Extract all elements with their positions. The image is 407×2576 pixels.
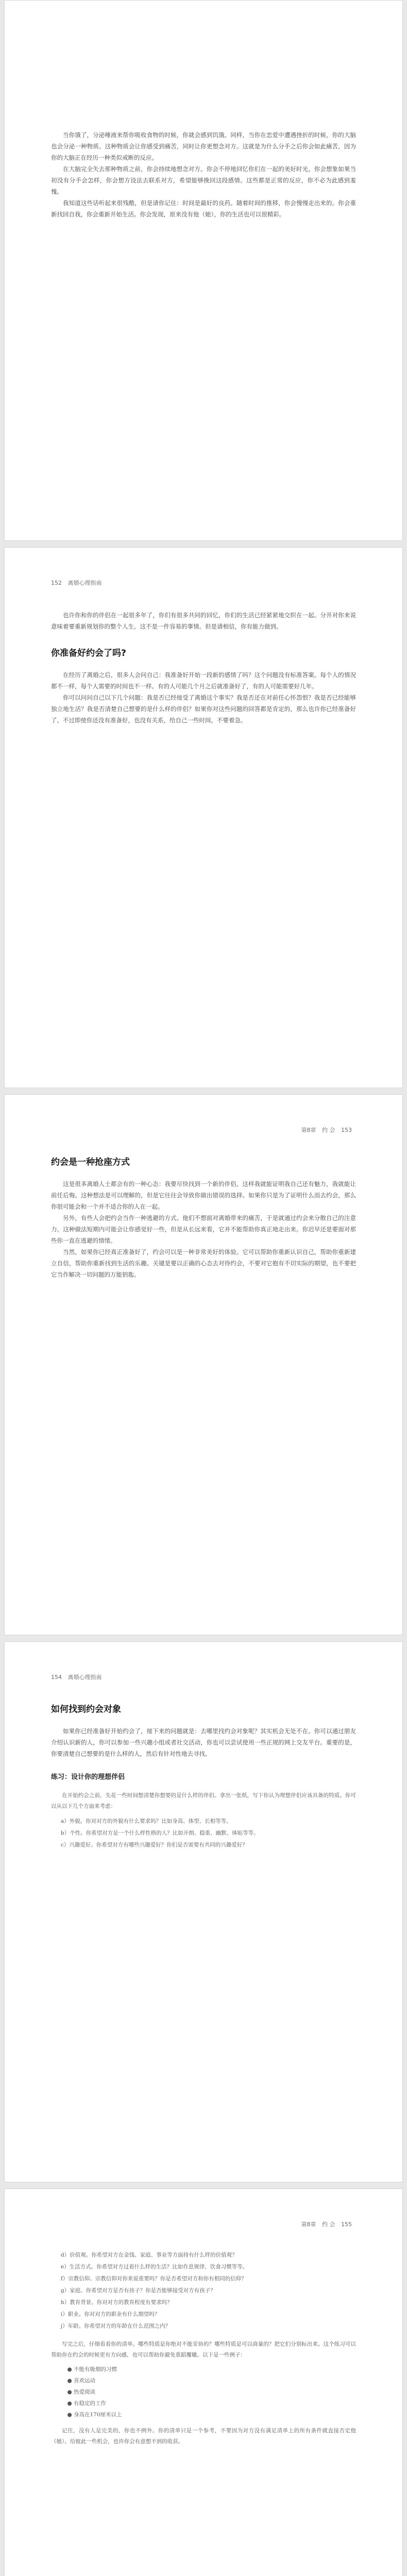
header-page-number: 152 <box>51 580 62 586</box>
header-chapter: 第8章 <box>301 2221 316 2228</box>
header-section: 约 会 <box>322 2221 335 2228</box>
bullet-item: ● 有稳定的工作 <box>67 2400 106 2406</box>
bullet-item: ● 热爱阅读 <box>67 2389 95 2395</box>
exercise-item: c）兴趣爱好。你希望对方有哪些兴趣爱好？你们是否需要有共同的兴趣爱好？ <box>60 1842 248 1848</box>
paragraph: 如果你已经准备好开始约会了，接下来的问题就是：去哪里找约会对象呢？其实机会无处不在。你可以通过朋友介绍认识新的人，你可以参加一些兴趣小组或者社交活动，你也可以尝试使用一些正规的网上交友平台。重要的是，你要清楚自己想要的是什么样的人，然后有针对性地去寻找。 <box>51 1727 356 1757</box>
exercise-heading: 练习：设计你的理想伴侣 <box>51 1773 125 1781</box>
section-heading: 如何找到约会对象 <box>51 1704 121 1715</box>
paragraph: 当然，如果你已经真正准备好了，约会可以是一种非常美好的体验。它可以帮助你重新认识自己，帮助你重新建立自信，帮助你重新找到生活的乐趣。关键是要以正确的心态去对待约会，不要对它抱有不切实际的期望，也不要把它当作解决一切问题的万能钥匙。 <box>51 1248 356 1278</box>
paragraph: 当你饿了，分泌唾液来帮你吸收食物的时候，你就会感到饥饿。同样，当你在恋爱中遭遇挫折的时候，你的大脑也会分泌一种物质。这种物质会让你感受到痛苦，同时让你更想念对方。这就是为什么分手之后你会如此痛苦，因为你的大脑正在经历一种类似戒断的反应。 <box>51 131 356 161</box>
exercise-item: a）外貌。你对对方的外貌有什么要求吗？比如身高、体型、长相等等。 <box>60 1818 232 1824</box>
running-header <box>301 2220 357 2228</box>
exercise-item: h）教育背景。你对对方的教育程度有要求吗？ <box>60 2299 173 2306</box>
paragraph: 也许你和你的伴侣在一起很多年了，你们有很多共同的回忆，你们的生活已经紧紧地交织在一起。分开对你来说意味着要重新规划你的整个人生。这不是一件容易的事情。但是请相信，你有能力做到。 <box>51 612 356 630</box>
paragraph: 这是很多离婚人士都会有的一种心态：我要尽快找到一个新的伴侣，这样我就能证明我自己还有魅力，我就能让前任后悔。这种想法是可以理解的，但是它往往会导致你做出错误的选择。如果你只是为了证明什么而去约会，那么你很可能会和一个并不适合你的人在一起。 <box>51 1180 356 1210</box>
section-heading: 你准备好约会了吗? <box>51 648 126 658</box>
paragraph: 我知道这些话听起来很残酷，但是请你记住：时间是最好的良药。随着时间的推移，你会慢慢走出来的。你会重新找回自我，你会重新开始生活。你会发现，原来没有他（她），你的生活也可以很精彩。 <box>51 199 356 218</box>
book-page-4 <box>4 1641 403 2182</box>
header-page-number: 155 <box>341 2221 352 2228</box>
header-section: 约 会 <box>322 1127 335 1133</box>
exercise-item: d）价值观。你希望对方在金钱、家庭、事业等方面持有什么样的价值观？ <box>60 2252 238 2258</box>
paragraph: 在大脑完全失去那种物质之前，你会持续地想念对方。你会不停地回忆你们在一起的美好时光，你会想象如果当初没有分手会怎样，你会想方设法去联系对方，希望能够挽回这段感情。这些都是正常的反应，你不必为此感到羞愧。 <box>51 165 356 195</box>
book-page-2 <box>4 547 403 1088</box>
header-page-number: 154 <box>51 1674 62 1681</box>
header-book-title: 离婚心理指南 <box>67 1674 102 1681</box>
header-book-title: 离婚心理指南 <box>67 580 102 586</box>
exercise-item: e）生活方式。你希望对方过着什么样的生活？比如作息规律、饮食习惯等等。 <box>60 2264 248 2270</box>
exercise-intro: 在开始约会之前，先花一些时间想清楚你想要的是什么样的伴侣。拿出一张纸，写下你认为理想伴侣应该具备的特质。你可以从以下几个方面来考虑： <box>51 1792 356 1809</box>
bullet-item: ● 喜欢运动 <box>67 2378 95 2384</box>
running-header <box>51 579 106 587</box>
book-page-5 <box>4 2189 403 2576</box>
paragraph: 写完之后，仔细看看你的清单。哪些特质是你绝对不能妥协的？哪些特质是可以商量的？把它们分别标出来。这个练习可以帮助你在约会的时候更有方向感，也可以帮助你避免重蹈覆辙。以下是一些例子： <box>51 2341 356 2358</box>
page-4-body <box>51 1688 356 1851</box>
exercise-item: f）宗教信仰。宗教信仰对你来说重要吗？你是否希望对方和你有相同的信仰？ <box>60 2276 247 2282</box>
paragraph: 记住，没有人是完美的，你也不例外。你的清单只是一个参考，不要因为对方没有满足清单上的所有条件就直接否定他（她）。给彼此一些机会，也许你会有意想不到的收获。 <box>51 2428 356 2445</box>
paragraph: 你可以问问自己以下几个问题：我是否已经接受了离婚这个事实？我是否还在对前任心怀怨恨？我是否已经能够独立地生活？我是否清楚自己想要的是什么样的伴侣？如果你对这些问题的回答都是肯定的，那么也许你已经准备好了。不过即使你还没有准备好，也没有关系，给自己一些时间，不要着急。 <box>51 694 356 724</box>
exercise-item: b）个性。你希望对方是一个什么样性格的人？比如开朗、稳重、幽默、体贴等等。 <box>60 1830 259 1836</box>
exercise-item: g）家庭。你希望对方是否有孩子？你是否能够接受对方有孩子？ <box>60 2287 216 2294</box>
page-3-body <box>51 1141 356 1280</box>
book-page-3 <box>4 1094 403 1635</box>
page-5-body <box>51 2246 356 2447</box>
book-page-1 <box>4 0 403 541</box>
bullet-item: ● 身高在170厘米以上 <box>67 2412 122 2418</box>
exercise-item: i）职业。你对对方的职业有什么期望吗？ <box>60 2311 160 2317</box>
running-header <box>51 1673 106 1681</box>
page-2-body <box>51 609 356 726</box>
header-page-number: 153 <box>341 1127 352 1133</box>
paragraph: 另外，有些人会把约会当作一种逃避的方式。他们不想面对离婚带来的痛苦，于是就通过约会来分散自己的注意力。这种做法短期内可能会让你感觉好一些，但是从长远来看，它并不能帮助你真正地走出来。你迟早还是要面对那些你一直在逃避的情绪。 <box>51 1214 356 1244</box>
section-heading: 约会是一种抢座方式 <box>51 1157 130 1167</box>
running-header <box>301 1126 357 1134</box>
header-chapter: 第8章 <box>301 1127 316 1133</box>
exercise-item: j）年龄。你希望对方的年龄在什么范围之内？ <box>60 2323 171 2329</box>
paragraph: 在经历了离婚之后，很多人会问自己：我准备好开始一段新的感情了吗？这个问题没有标准答案。每个人的情况都不一样，每个人需要的时间也不一样。有的人可能几个月之后就准备好了，有的人可能需要好几年。 <box>51 671 356 690</box>
page-1-body <box>51 129 356 220</box>
bullet-item: ● 不能有吸烟的习惯 <box>67 2366 117 2372</box>
